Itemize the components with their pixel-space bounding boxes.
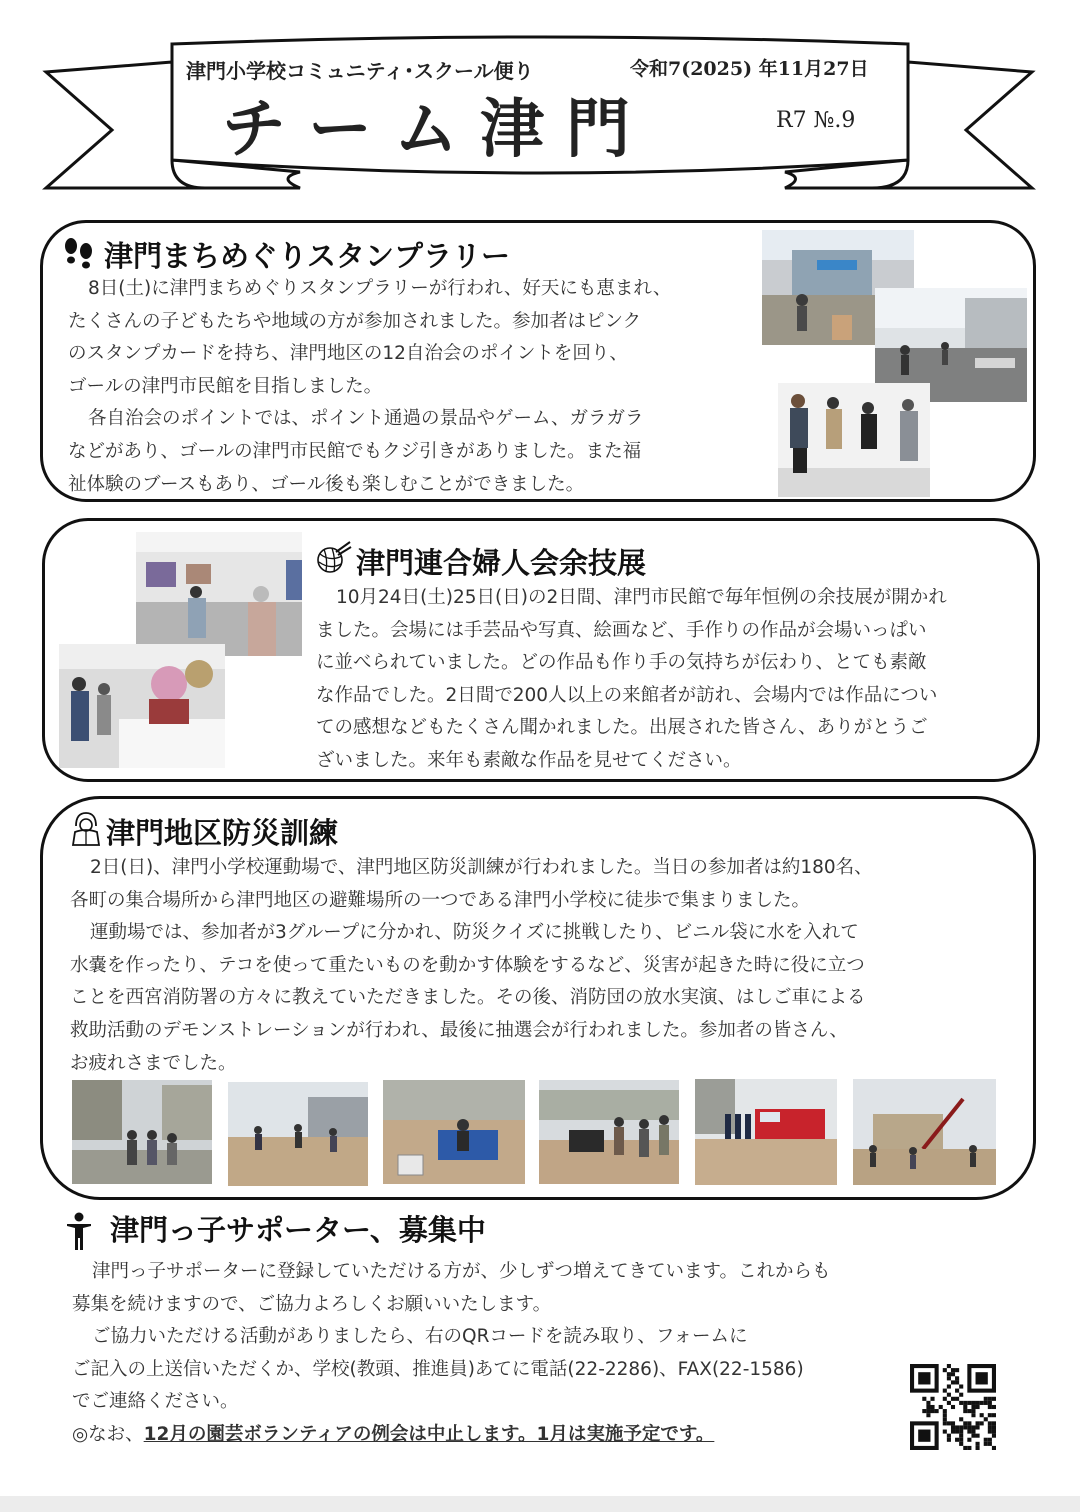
text-line: ご協力いただける活動がありましたら、右のQRコードを読み取り、フォームに xyxy=(92,1326,748,1348)
section-title: 津門まちめぐりスタンプラリー xyxy=(104,239,511,273)
text-line: 救助活動のデモンストレーションが行われ、最後に抽選会が行われました。参加者の皆さん、 xyxy=(70,1019,848,1041)
text-line: 10月24日(土)25日(日)の2日間、津門市民館で毎年恒例の余技展が開かれ xyxy=(336,587,947,608)
text-line: たくさんの子どもたちや地域の方が参加されました。参加者はピンク xyxy=(68,310,642,332)
notice-line xyxy=(72,1419,912,1452)
exhibition-text xyxy=(316,582,1036,778)
text-line: などがあり、ゴールの津門市民館でもクジ引きがありました。また福 xyxy=(68,440,642,462)
event-photo xyxy=(136,532,302,656)
text-line: 水嚢を作ったり、テコを使って重たいものを動かす体験をするなど、災害が起きた時に役に立つ xyxy=(70,954,865,976)
section-title: 津門連合婦人会余技展 xyxy=(356,546,647,580)
text-line: 各自治会のポイントでは、ポイント通過の景品やゲーム、ガラガラ xyxy=(88,408,644,430)
text-line: のスタンプカードを持ち、津門地区の12自治会のポイントを回り、 xyxy=(68,343,628,365)
newsletter-subtitle: 津門小学校コミュニティ･スクール便り xyxy=(186,59,534,83)
issue-number: R7 №.9 xyxy=(776,108,856,133)
newsletter-title: チーム津門 xyxy=(222,93,652,167)
page-bottom-edge xyxy=(0,1496,1080,1512)
text-line: ご記入の上送信いただくか、学校(教頭、推進員)あてに電話(22-2286)、FAX(22-1586) xyxy=(72,1358,804,1380)
text-line: ての感想などもたくさん聞かれました。出展された皆さん、ありがとうご xyxy=(316,717,928,739)
text-line: 祉体験のブースもあり、ゴール後も楽しむことができました。 xyxy=(68,473,585,495)
text-line: な作品でした。2日間で200人以上の来館者が訪れ、会場内では作品につい xyxy=(316,684,938,706)
text-line: ました。会場には手芸品や写真、絵画など、手作りの作品が会場いっぱい xyxy=(316,619,927,641)
person-icon xyxy=(64,1212,94,1252)
text-line: お疲れさまでした。 xyxy=(70,1052,237,1074)
text-line: ゴールの津門市民館を目指しました。 xyxy=(68,375,383,397)
drill-text xyxy=(70,852,1010,1080)
text-line: ことを西宮消防署の方々に教えていただきました。その後、消防団の放水実演、はしご車による xyxy=(70,987,866,1009)
text-line: 津門っ子サポーターに登録していただける方が、少しずつ増えてきています。これからも xyxy=(92,1261,831,1282)
issue-date: 令和7(2025) 年11月27日 xyxy=(630,58,869,80)
drill-photo xyxy=(695,1079,837,1185)
qr-code-icon[interactable] xyxy=(910,1364,996,1450)
drill-photo xyxy=(72,1080,212,1184)
notice-underlined: 12月の園芸ボランティアの例会は中止します。1月は実施予定です。 xyxy=(143,1423,715,1445)
event-photo xyxy=(778,383,930,497)
text-line: でご連絡ください。 xyxy=(72,1391,239,1413)
drill-photo xyxy=(383,1080,525,1184)
text-line: 募集を続けますので、ご協力よろしくお願いいたします。 xyxy=(72,1293,552,1315)
text-line: 8日(土)に津門まちめぐりスタンプラリーが行われ、好天にも恵まれ、 xyxy=(88,278,672,299)
drill-photo xyxy=(539,1080,679,1184)
yarn-icon xyxy=(314,540,352,574)
notice-prefix: ◎なお、 xyxy=(72,1423,144,1445)
hooded-person-icon xyxy=(70,810,102,846)
supporter-text xyxy=(72,1256,912,1452)
stamp-rally-text xyxy=(68,273,768,501)
section-title: 津門地区防災訓練 xyxy=(106,816,339,850)
footprints-icon xyxy=(62,236,96,270)
section-title: 津門っ子サポーター、募集中 xyxy=(110,1213,486,1247)
text-line: 運動場では、参加者が3グループに分かれ、防災クイズに挑戦したり、ビニル袋に水を入れて xyxy=(90,922,859,944)
text-line: 2日(日)、津門小学校運動場で、津門地区防災訓練が行われました。当日の参加者は約180名、 xyxy=(90,857,873,878)
text-line: に並べられていました。どの作品も作り手の気持ちが伝わり、とても素敵 xyxy=(316,652,927,674)
event-photo xyxy=(59,644,225,768)
text-line: 各町の集合場所から津門地区の避難場所の一つである津門小学校に徒歩で集まりました。 xyxy=(70,889,811,911)
text-line: ざいました。来年も素敵な作品を見せてください。 xyxy=(316,749,742,771)
drill-photo xyxy=(853,1079,996,1185)
drill-photo xyxy=(228,1082,368,1186)
